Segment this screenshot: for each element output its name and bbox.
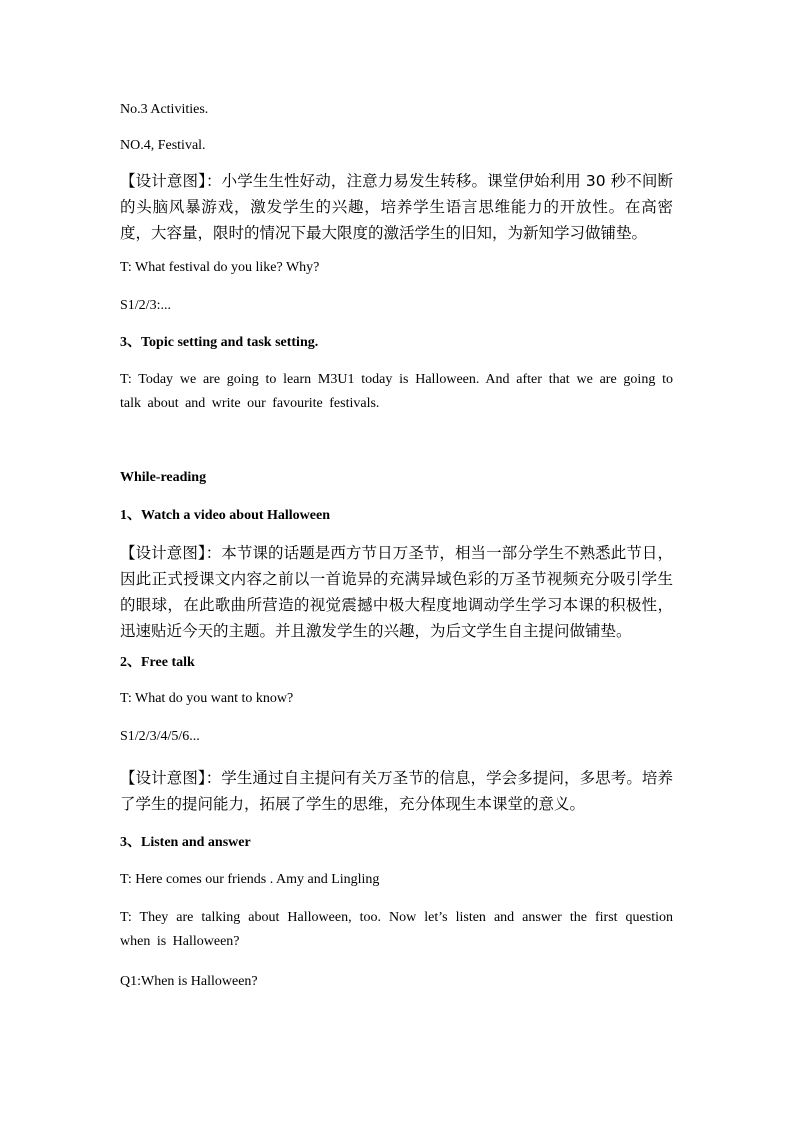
while-reading-heading: While-reading	[120, 470, 207, 485]
activity-3-line: No.3 Activities.	[120, 102, 209, 117]
student-response-2: S1/2/3/4/5/6...	[120, 729, 200, 744]
design-intent-paragraph-3: 【设计意图】：学生通过自主提问有关万圣节的信息，学会多提问，多思考。培养了学生的提问能力，拓展了学生的思维，充分体现生本课堂的意义。	[120, 769, 673, 813]
teacher-question-festival: T: What festival do you like? Why?	[120, 260, 320, 275]
teacher-today-paragraph: T: Today we are going to learn M3U1 today is Halloween. And after that we are going to talk about and write our favourite festivals.	[120, 372, 673, 411]
activity-4-line: NO.4, Festival.	[120, 138, 206, 153]
design-intent-paragraph-1: 【设计意图】：小学生生性好动，注意力易发生转移。课堂伊始利用 30 秒不间断的头脑风暴游戏，激发学生的兴趣，培养学生语言思维能力的开放性。在高密度，大容量，限时的情况下最大限度的激活学生的旧知，为新知学习做铺垫。	[120, 172, 673, 242]
document-page	[120, 0, 673, 1123]
watch-video-heading: 1、Watch a video about Halloween	[120, 508, 331, 523]
free-talk-heading: 2、Free talk	[120, 655, 195, 670]
question-1-line: Q1:When is Halloween?	[120, 974, 258, 989]
teacher-friends-line: T: Here comes our friends . Amy and Lingling	[120, 872, 380, 887]
teacher-talking-paragraph: T: They are talking about Halloween, too. Now let’s listen and answer the first question when is Halloween?	[120, 910, 673, 949]
student-response-1: S1/2/3:...	[120, 298, 171, 313]
topic-setting-heading: 3、Topic setting and task setting.	[120, 335, 319, 350]
teacher-question-know: T: What do you want to know?	[120, 691, 294, 706]
design-intent-paragraph-2: 【设计意图】：本节课的话题是西方节日万圣节，相当一部分学生不熟悉此节日，因此正式授课文内容之前以一首诡异的充满异域色彩的万圣节视频充分吸引学生的眼球，在此歌曲所营造的视觉震撼中极大程度地调动学生学习本课的积极性，迅速贴近今天的主题。并且激发学生的兴趣，为后文学生自主提问做铺垫。	[120, 544, 673, 640]
listen-answer-heading: 3、Listen and answer	[120, 835, 251, 850]
